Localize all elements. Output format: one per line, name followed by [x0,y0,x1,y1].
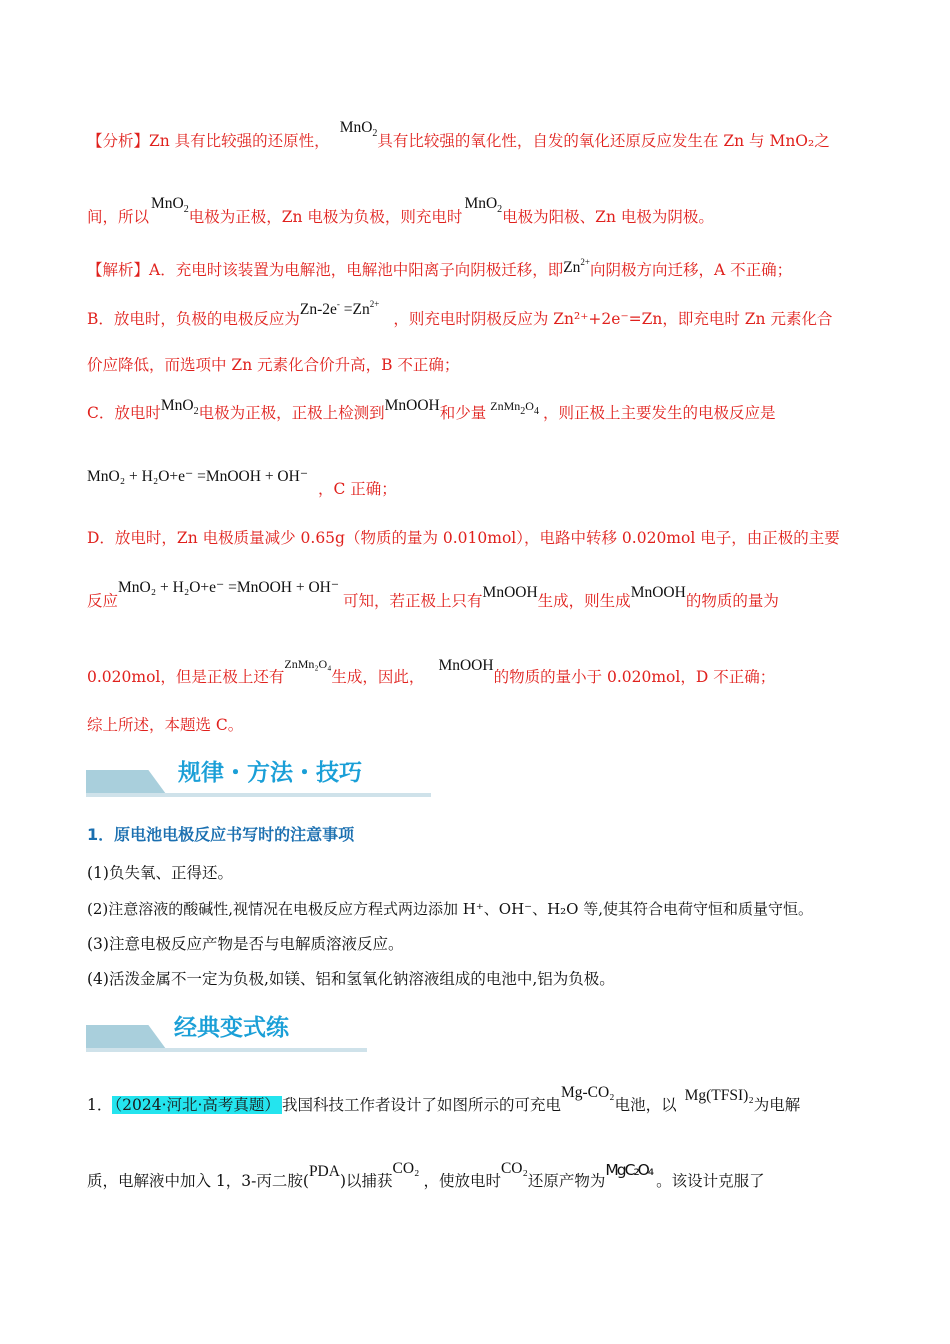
rules-heading: 1．原电池电极反应书写时的注意事项 [87,825,355,844]
section-title-practice: 经典变式练 [174,1015,289,1041]
mnooh-formula: MnOOH [384,397,440,414]
section-title-rules: 规律・方法・技巧 [178,760,362,786]
section-banner-rules [86,760,431,798]
solution-d-line-2: 反应MnO₂ + H₂O+e⁻ =MnOOH + OH⁻可知，若正极上只有MnOOH生成，则生成MnOOH的物质的量为 [87,579,779,610]
analysis-line-2: 间，所以MnO$_2$电极为正极，Zn 电极为负极，则充电时MnO$_2$电极为阳极、Zn 电极为阴极。 [87,195,714,226]
solution-conclusion: 综上所述，本题选 C。 [87,716,244,734]
solution-d-line-3: 0.020mol，但是正极上还有ZnMn₂O₄生成，因此，MnOOH的物质的量小于 0.020mol，D 不正确； [87,667,775,688]
zn-oxidation-formula: $Zn-2e^- =Zn^{2+}$ [299,299,380,318]
mgc2o4-formula: MgC₂O₄ [605,1161,653,1179]
rules-item-3: (3)注意电极反应产物是否与电解质溶液反应。 [87,935,404,953]
mno2-formula: MnO$_2$ [339,119,378,139]
analysis-line-1 [87,119,830,158]
pda-formula: PDA [308,1163,340,1180]
banner-underline [86,1048,367,1052]
banner-underline [86,793,431,797]
question-1-line-1: 1． （2024·河北·高考真题） 我国科技工作者设计了如图所示的可充电Mg-CO₂电池，以Mg(TFSI)₂为电解 [87,1084,801,1114]
solution-b-line-2: 价应降低，而选项中 Zn 元素化合价升高，B 不正确； [87,356,460,374]
mno2-formula: MnO$_2$ [160,397,199,417]
rules-item-1: (1)负失氧、正得还。 [87,864,233,882]
analysis-text: 【分析】Zn 具有比较强的还原性， [87,132,330,150]
exam-source-tag: （2024·河北·高考真题） [114,1096,280,1114]
mno2-formula: MnO$_2$ [151,195,189,215]
cathode-equation: MnO₂ + H₂O+e⁻ =MnOOH + OH⁻ [87,468,309,485]
mg-tfsi-formula: Mg(TFSI)₂ [684,1087,754,1104]
section-banner-practice [86,1015,367,1053]
znmn2o4-formula: $ZnMn_2O_4$ [490,399,539,417]
banner-tab-shape [86,770,166,794]
solution-b-line-1: B．放电时，负极的电极反应为$Zn-2e^- =Zn^{2+}$，则充电时阴极反应为 Zn²⁺+2e⁻=Zn，即充电时 Zn 元素化合 [87,304,832,330]
cathode-equation: MnO₂ + H₂O+e⁻ =MnOOH + OH⁻ [118,579,340,596]
co2-formula: CO₂ [392,1160,420,1177]
mg-co2-formula: Mg-CO₂ [560,1084,615,1101]
solution-c-line-1: C．放电时MnO$_2$电极为正极，正极上检测到MnOOH和少量 $ZnMn_2O_4$ ，则正极上主要发生的电极反应是 [87,397,776,422]
mnooh-formula: MnOOH [438,657,494,674]
solution-c-line-2: MnO₂ + H₂O+e⁻ =MnOOH + OH⁻，C 正确； [87,468,397,498]
zn-ion-formula: $Zn^{2+}$ [563,257,590,276]
mno2-formula: MnO$_2$ [464,195,503,215]
rules-item-2: (2)注意溶液的酸碱性,视情况在电极反应方程式两边添加 H⁺、OH⁻、H₂O 等,使其符合电荷守恒和质量守恒。 [87,900,814,918]
solution-a: 【解析】A．充电时该装置为电解池，电解池中阳离子向阴极迁移，即$Zn^{2+}$向阴极方向迁移，A 不正确； [87,255,792,281]
mnooh-formula: MnOOH [482,584,538,601]
analysis-text: 具有比较强的氧化性，自发的氧化还原反应发生在 Zn 与 MnO₂之 [377,132,830,150]
znmn2o4-formula: ZnMn₂O₄ [284,657,332,671]
solution-d-line-1: D．放电时，Zn 电极质量减少 0.65g（物质的量为 0.010mol），电路中转移 0.020mol 电子，由正极的主要 [87,529,840,547]
banner-tab-shape [86,1025,166,1049]
co2-formula: CO₂ [500,1160,528,1177]
mnooh-formula: MnOOH [630,584,686,601]
rules-item-4: (4)活泼金属不一定为负极,如镁、铝和氢氧化钠溶液组成的电池中,铝为负极。 [87,970,615,988]
question-1-line-2: 质，电解液中加入 1，3-丙二胺(PDA)以捕获CO₂，使放电时CO₂还原产物为MgC₂O₄。该设计克服了 [87,1160,765,1190]
